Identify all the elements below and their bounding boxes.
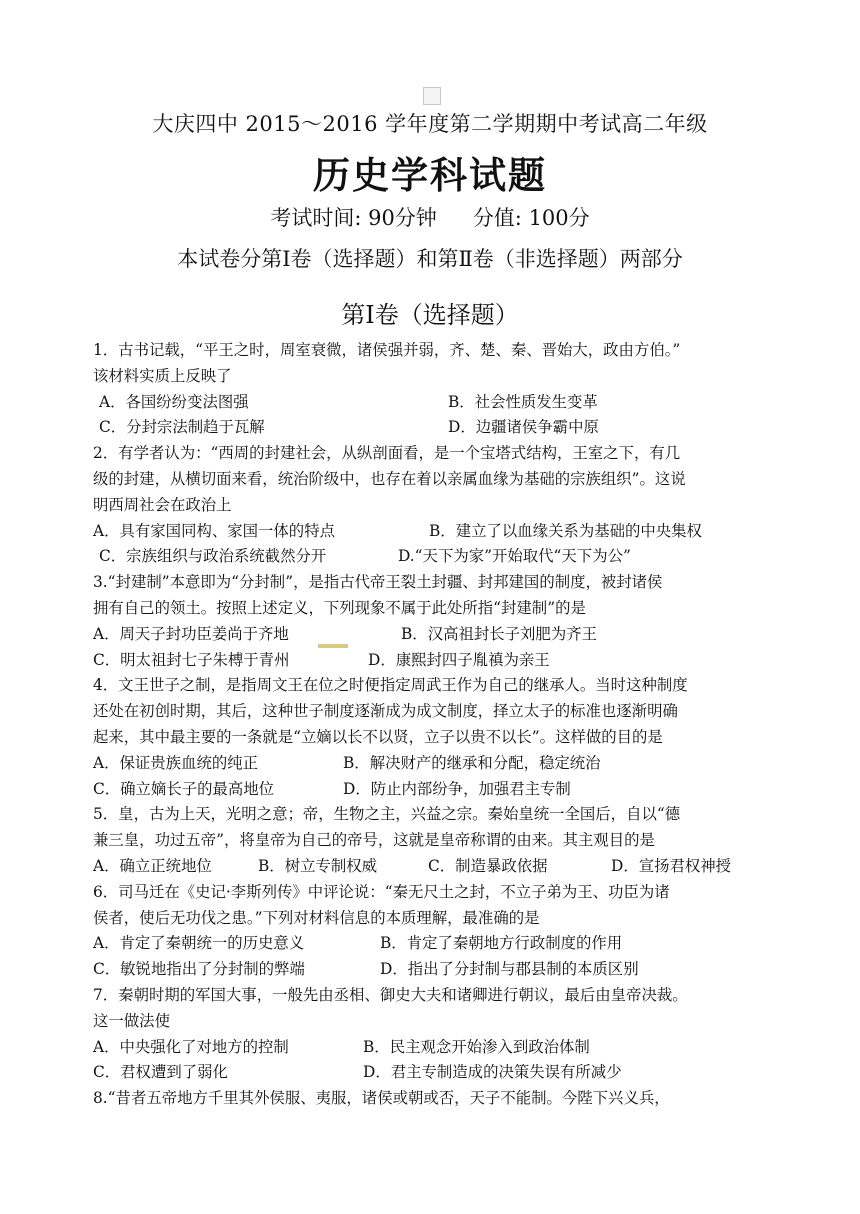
q6-option-a: A．肯定了秦朝统一的历史意义 xyxy=(93,934,305,953)
q4-stem-line: 起来，其中最主要的一条就是“立嫡以长不以贤，立子以贵不以长”。这样做的目的是 xyxy=(93,727,663,746)
q2-option-c: C．宗族组织与政治系统截然分开 xyxy=(99,547,327,566)
q7-option-b: B．民主观念开始渗入到政治体制 xyxy=(363,1037,590,1056)
question-list xyxy=(93,338,768,1112)
q1-option-a: A．各国纷纷变法图强 xyxy=(99,392,249,411)
q3-stem-line: 拥有自己的领土。按照上述定义，下列现象不属于此处所指“封建制”的是 xyxy=(93,598,586,617)
q2-stem-line: 级的封建，从横切面来看，统治阶级中，也存在着以亲属血缘为基础的宗族组织”。这说 xyxy=(93,469,686,488)
subject-title: 历史学科试题 xyxy=(313,153,547,197)
q2-option-d: D.“天下为家”开始取代“天下为公” xyxy=(398,547,631,566)
q3-options-row xyxy=(93,648,768,674)
q7-option-c: C．君权遭到了弱化 xyxy=(93,1063,228,1082)
q2-option-b: B．建立了以血缘关系为基础的中央集权 xyxy=(429,521,702,540)
q3-option-a: A．周天子封功臣姜尚于齐地 xyxy=(93,624,289,643)
q3-options-row xyxy=(93,622,768,648)
q4-option-c: C．确立嫡长子的最高地位 xyxy=(93,779,275,798)
q1-option-c: C．分封宗法制趋于瓦解 xyxy=(99,418,265,437)
q4-stem-line: 还处在初创时期，其后，这种世子制度逐渐成为成文制度，择立太子的标准也逐渐明确 xyxy=(93,702,678,721)
q4-option-a: A．保证贵族血统的纯正 xyxy=(93,753,259,772)
q4-options-row xyxy=(93,751,768,777)
q7-options-row xyxy=(93,1035,768,1061)
q5-option-b: B．树立专制权威 xyxy=(258,856,378,875)
q6-option-b: B．肯定了秦朝地方行政制度的作用 xyxy=(380,934,623,953)
q7-stem-line: 这一做法使 xyxy=(93,1011,170,1030)
q5-option-c: C．制造暴政依据 xyxy=(428,856,548,875)
exam-time: 考试时间: 90分钟 xyxy=(270,206,437,230)
q6-stem-line: 6．司马迁在《史记·李斯列传》中评论说：“秦无尺土之封，不立子弟为王、功臣为诸 xyxy=(93,882,670,901)
q1-options-row xyxy=(93,390,768,416)
school-line: 大庆四中 2015～2016 学年度第二学期期中考试高二年级 xyxy=(152,112,708,136)
q5-option-d: D．宣扬君权神授 xyxy=(611,856,732,875)
q2-stem-line: 2．有学者认为：“西周的封建社会，从纵剖面看，是一个宝塔式结构，王室之下，有几 xyxy=(93,444,681,463)
q2-stem-line: 明西周社会在政治上 xyxy=(93,495,232,514)
q1-options-row xyxy=(93,415,768,441)
q7-option-a: A．中央强化了对地方的控制 xyxy=(93,1037,289,1056)
q5-stem-line: 5．皇，古为上天，光明之意；帝，生物之主，兴益之宗。秦始皇统一全国后，自以“德 xyxy=(93,805,681,824)
q1-option-d: D．边疆诸侯争霸中原 xyxy=(448,418,599,437)
q3-option-b: B．汉高祖封长子刘肥为齐王 xyxy=(401,624,597,643)
q5-stem-line: 兼三皇，功过五帝”，将皇帝为自己的帝号，这就是皇帝称谓的由来。其主观目的是 xyxy=(93,831,655,850)
exam-score: 分值: 100分 xyxy=(472,206,590,230)
q2-options-row xyxy=(93,519,768,545)
q6-options-row xyxy=(93,931,768,957)
q6-options-row xyxy=(93,957,768,983)
q4-option-b: B．解决财产的继承和分配，稳定统治 xyxy=(343,753,601,772)
q7-stem-line: 7．秦朝时期的军国大事，一般先由丞相、御史大夫和诸卿进行朝议，最后由皇帝决裁。 xyxy=(93,985,688,1004)
q4-options-row xyxy=(93,777,768,803)
section-title: 第Ⅰ卷（选择题） xyxy=(341,301,519,329)
q8-stem-line: 8.“昔者五帝地方千里其外侯服、夷服，诸侯或朝或否，天子不能制。今陛下兴义兵， xyxy=(93,1089,670,1108)
q6-stem-line: 侯者，使后无功伐之患。”下列对材料信息的本质理解，最准确的是 xyxy=(93,908,540,927)
q2-options-row xyxy=(93,544,768,570)
q3-option-c: C．明太祖封七子朱榑于青州 xyxy=(93,650,290,669)
parts-note: 本试卷分第Ⅰ卷（选择题）和第Ⅱ卷（非选择题）两部分 xyxy=(177,247,683,271)
q4-option-d: D．防止内部纷争，加强君主专制 xyxy=(343,779,571,798)
q6-option-d: D．指出了分封制与郡县制的本质区别 xyxy=(380,960,639,979)
q1-stem-line: 1．古书记载，“平王之时，周室衰微，诸侯强并弱，齐、楚、秦、晋始大，政由方伯。” xyxy=(93,341,681,359)
q1-option-b: B．社会性质发生变革 xyxy=(448,392,598,411)
q3-stem-line: 3.“封建制”本意即为“分封制”，是指古代帝王裂土封疆、封邦建国的制度，被封诸侯 xyxy=(93,573,663,592)
q7-options-row xyxy=(93,1060,768,1086)
q2-option-a: A．具有家国同构、家国一体的特点 xyxy=(93,521,335,540)
q5-options-row xyxy=(93,854,768,880)
q6-option-c: C．敏锐地指出了分封制的弊端 xyxy=(93,960,305,979)
q1-stem-line: 该材料实质上反映了 xyxy=(93,366,232,385)
q5-option-a: A．确立正统地位 xyxy=(93,856,212,875)
q7-option-d: D．君主专制造成的决策失误有所减少 xyxy=(363,1063,622,1082)
exam-info xyxy=(0,202,860,232)
header-image-icon xyxy=(423,87,441,105)
q4-stem-line: 4．文王世子之制，是指周文王在位之时便指定周武王作为自己的继承人。当时这种制度 xyxy=(93,676,688,695)
q3-option-d: D．康熙封四子胤禛为亲王 xyxy=(368,650,550,669)
